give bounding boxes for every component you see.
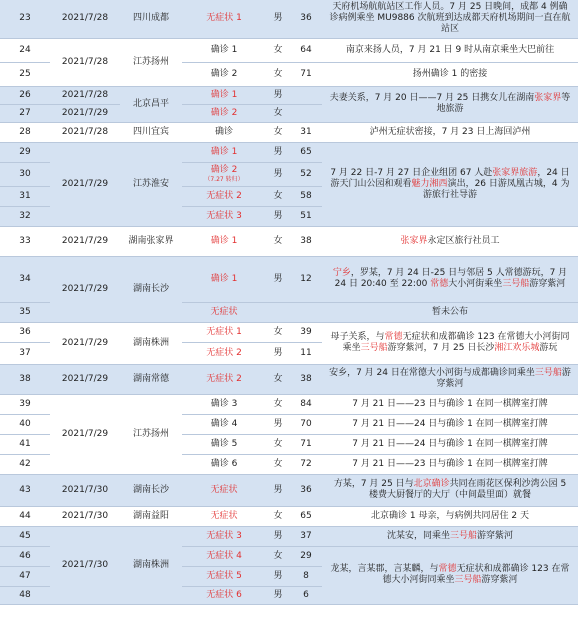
detail-text: 沈某安，同乘坐 [386,530,450,541]
detail-text: ，24 日游天门山公园和观看 [330,167,570,189]
detail-text: 天府机场航航站区工作人员。7 月 25 日晚间，成都 4 例确诊病例乘坐 MU9886 次航班到达成都天府机场期间一直在航站区 [329,2,571,35]
status-label: 无症状 6 [206,589,242,600]
table-row [0,474,578,506]
highlight-text: 张家界旅游 [492,167,538,178]
sex: 男 [266,162,290,186]
case-status [182,566,266,586]
status-label: 无症状 2 [206,190,242,201]
status-label: 确诊 1 [210,44,238,55]
detail-text: 共同在雨花区保利沙湾公园 5 楼费大厨餐厅的大厅（中间最里面）就餐 [368,479,567,500]
report-date: 2021/7/29 [50,142,120,226]
case-status [182,38,266,62]
sex: 男 [266,0,290,38]
status-label: 无症状 [210,510,238,521]
status-label: 无症状 4 [206,550,242,561]
age: 58 [290,186,322,206]
case-status [182,62,266,86]
case-status [182,104,266,122]
case-status [182,394,266,414]
table-row [0,0,578,38]
report-date: 2021/7/28 [50,38,120,86]
case-number: 34 [0,256,50,302]
age: 8 [290,566,322,586]
report-date: 2021/7/28 [50,86,120,104]
case-status [182,322,266,342]
case-number: 35 [0,302,50,322]
table-row [0,226,578,256]
detail-text: ，罗某，7 月 24 日-25 日与邻居 5 人常德游玩，7 月 24 日 20:40 至 22:00 [334,268,568,289]
case-status [182,414,266,434]
age: 52 [290,162,322,186]
case-group [0,394,578,474]
case-status [182,454,266,474]
location: 湖南常德 [120,364,182,394]
status-label: 无症状 1 [206,13,242,24]
case-group [0,526,578,604]
case-status [182,142,266,162]
case-number: 44 [0,506,50,526]
highlight-text: 湘江欢乐城 [494,343,540,353]
case-number: 47 [0,566,50,586]
status-label: 无症状 2 [206,347,242,358]
case-number: 41 [0,434,50,454]
detail-text: 北京确诊 1 母亲，与病例共同居住 2 天 [371,510,529,521]
age: 11 [290,342,322,364]
report-date: 2021/7/29 [50,226,120,256]
case-number: 42 [0,454,50,474]
case-details [322,414,578,434]
case-group [0,122,578,142]
location: 北京昌平 [120,86,182,122]
location: 湖南长沙 [120,256,182,322]
age: 51 [290,206,322,226]
case-status [182,186,266,206]
highlight-text: 三号船 [449,530,477,541]
status-label: 无症状 5 [206,570,242,581]
case-status [182,0,266,38]
detail-text: 游穿紫河，7 月 25 日长沙 [387,343,495,353]
case-status [182,342,266,364]
table-row [0,122,578,142]
case-number: 28 [0,122,50,142]
age: 65 [290,506,322,526]
sex: 女 [266,62,290,86]
status-label: 确诊 6 [210,458,238,469]
sex: 女 [266,226,290,256]
case-details [322,394,578,414]
age: 64 [290,38,322,62]
status-label: 确诊 [214,126,233,137]
detail-text: 暂未公布 [431,306,468,317]
location: 四川成都 [120,0,182,38]
report-date: 2021/7/29 [50,394,120,474]
case-group [0,226,578,256]
case-status [182,122,266,142]
case-number: 40 [0,414,50,434]
case-group [0,0,578,38]
detail-text: 大小河街乘坐 [448,279,503,289]
status-label: 无症状 [210,306,238,317]
case-group [0,256,578,322]
highlight-text: 常德 [430,279,449,289]
status-label: 无症状 [210,484,238,495]
sex: 女 [266,546,290,566]
case-status [182,474,266,506]
case-details [322,546,578,604]
case-details [322,142,578,226]
detail-text: 泸州无症状密接，7 月 23 日上海回泸州 [369,126,531,137]
highlight-text: 三号船 [454,575,482,585]
report-date: 2021/7/29 [50,364,120,394]
case-status [182,162,266,186]
status-label: 确诊 5 [210,438,238,449]
sex: 男 [266,474,290,506]
case-details [322,122,578,142]
status-label: 确诊 1 [210,235,238,246]
age: 31 [290,122,322,142]
sex: 女 [266,434,290,454]
status-note: （7.27 转归） [204,176,244,183]
age: 6 [290,586,322,604]
age: 38 [290,226,322,256]
case-status [182,526,266,546]
case-number: 36 [0,322,50,342]
table-row [0,86,578,104]
highlight-text: 张家界 [400,235,428,246]
case-details [322,256,578,302]
location: 四川宜宾 [120,122,182,142]
status-label: 确诊 4 [210,418,238,429]
detail-text: 游穿紫河 [481,575,518,585]
age [290,302,322,322]
sex: 女 [266,364,290,394]
detail-text: 永定区旅行社员工 [427,235,500,246]
status-label: 确诊 1 [210,146,238,157]
case-group [0,322,578,364]
table-row [0,526,578,546]
report-date: 2021/7/29 [50,104,120,122]
highlight-text: 宁乡 [332,268,351,278]
sex: 男 [266,256,290,302]
detail-text: 演出，26 日游凤凰古城，4 为游旅行社导游 [422,178,570,200]
case-group [0,86,578,122]
status-label: 确诊 1 [210,273,238,284]
highlight-text: 三号船 [534,368,562,378]
report-date: 2021/7/30 [50,506,120,526]
age: 36 [290,0,322,38]
highlight-text: 北京确诊 [413,479,450,489]
location: 湖南益阳 [120,506,182,526]
sex: 女 [266,186,290,206]
status-label: 确诊 2 [210,107,238,118]
table-row [0,506,578,526]
case-details [322,302,578,322]
case-status [182,302,266,322]
detail-text: 夫妻关系，7 月 20 日——7 月 25 日携女儿在湖南 [329,93,535,103]
highlight-text: 三号船 [360,343,388,353]
table-row [0,38,578,62]
highlight-text: 常德 [438,564,457,574]
case-number: 29 [0,142,50,162]
age: 70 [290,414,322,434]
case-number: 33 [0,226,50,256]
detail-text: 7 月 21 日——23 日与确诊 1 在同一棋牌室打牌 [352,458,548,469]
case-number: 27 [0,104,50,122]
report-date: 2021/7/28 [50,122,120,142]
report-date: 2021/7/29 [50,256,120,322]
sex: 男 [266,142,290,162]
table-row [0,142,578,162]
case-details [322,474,578,506]
case-status [182,546,266,566]
location: 江苏扬州 [120,38,182,86]
detail-text: 游穿紫河 [477,530,514,541]
age [290,104,322,122]
status-label: 确诊 3 [210,398,238,409]
case-details [322,454,578,474]
status-label: 无症状 3 [206,530,242,541]
sex: 女 [266,506,290,526]
case-status [182,226,266,256]
detail-text: 7 月 21 日——24 日与确诊 1 在同一棋牌室打牌 [352,438,548,449]
case-number: 32 [0,206,50,226]
case-details [322,322,578,364]
case-group [0,364,578,394]
age: 12 [290,256,322,302]
detail-text: 无症状和成都确诊 123 在常德大小河街同乘坐 [342,332,570,353]
report-date: 2021/7/30 [50,526,120,604]
table-row [0,394,578,414]
case-number: 45 [0,526,50,546]
sex: 男 [266,342,290,364]
location: 江苏扬州 [120,394,182,474]
age: 65 [290,142,322,162]
case-status [182,434,266,454]
sex: 女 [266,104,290,122]
status-label: 确诊 2 [210,165,238,175]
status-label: 无症状 2 [206,373,242,384]
sex: 男 [266,586,290,604]
sex: 女 [266,394,290,414]
detail-text: 7 月 21 日——24 日与确诊 1 在同一棋牌室打牌 [352,418,548,429]
case-number: 26 [0,86,50,104]
sex: 女 [266,122,290,142]
sex: 男 [266,206,290,226]
sex: 女 [266,322,290,342]
case-group [0,474,578,506]
highlight-text: 常德 [384,332,403,342]
detail-text: 游穿紫河 [436,368,571,389]
case-number: 23 [0,0,50,38]
status-label: 无症状 3 [206,210,242,221]
sex: 女 [266,38,290,62]
case-details [322,86,578,122]
location: 江苏淮安 [120,142,182,226]
detail-text: 龙某，言某郡，言某麟，与 [330,564,439,574]
highlight-text: 魅力湘西 [411,178,448,189]
case-number: 25 [0,62,50,86]
case-status [182,206,266,226]
case-number: 46 [0,546,50,566]
detail-text: 游玩 [539,343,558,353]
age: 84 [290,394,322,414]
case-details [322,0,578,38]
case-status [182,586,266,604]
case-number: 48 [0,586,50,604]
age: 37 [290,526,322,546]
case-details [322,506,578,526]
location: 湖南张家界 [120,226,182,256]
age: 29 [290,546,322,566]
detail-text: 方某，7 月 25 日与 [333,479,414,489]
case-number: 31 [0,186,50,206]
case-number: 39 [0,394,50,414]
sex: 男 [266,86,290,104]
status-label: 确诊 2 [210,68,238,79]
case-details [322,434,578,454]
detail-text: 游穿紫河 [529,279,566,289]
detail-text: 等地旅游 [436,93,571,114]
case-details [322,364,578,394]
detail-text: 7 月 21 日——23 日与确诊 1 在同一棋牌室打牌 [352,398,548,409]
detail-text: 南京来扬人员，7 月 21 日 9 时从南京乘坐大巴前往 [345,44,555,55]
case-number: 43 [0,474,50,506]
detail-text: 安乡，7 月 24 日在常德大小河街与成都确诊同乘坐 [329,368,535,378]
case-group [0,142,578,226]
report-date: 2021/7/29 [50,322,120,364]
location: 湖南株洲 [120,322,182,364]
location: 湖南长沙 [120,474,182,506]
case-status [182,364,266,394]
detail-text: 7 月 22 日-7 月 27 日企业组团 67 人赴 [330,167,493,178]
case-details [322,62,578,86]
age: 36 [290,474,322,506]
age: 71 [290,434,322,454]
case-group [0,506,578,526]
age: 72 [290,454,322,474]
age: 38 [290,364,322,394]
sex: 女 [266,454,290,474]
case-status [182,256,266,302]
case-number: 38 [0,364,50,394]
detail-text: 无症状和成都确诊 123 在常德大小河街同乘坐 [382,564,570,585]
case-details [322,526,578,546]
age [290,86,322,104]
table-row [0,256,578,302]
report-date: 2021/7/30 [50,474,120,506]
case-details [322,226,578,256]
case-number: 24 [0,38,50,62]
case-number: 30 [0,162,50,186]
case-status [182,506,266,526]
sex: 男 [266,566,290,586]
case-number: 37 [0,342,50,364]
report-date: 2021/7/28 [50,0,120,38]
detail-text: 扬州确诊 1 的密接 [412,68,488,79]
age: 39 [290,322,322,342]
location: 湖南株洲 [120,526,182,604]
detail-text: 母子关系，与 [330,332,385,342]
table-row [0,322,578,342]
status-label: 确诊 1 [210,89,238,100]
sex: 男 [266,414,290,434]
highlight-text: 三号船 [502,279,530,289]
case-details [322,38,578,62]
case-group [0,38,578,86]
highlight-text: 张家界 [534,93,562,103]
table-row [0,364,578,394]
sex [266,302,290,322]
case-status [182,86,266,104]
status-label: 无症状 1 [206,326,242,337]
sex: 男 [266,526,290,546]
age: 71 [290,62,322,86]
